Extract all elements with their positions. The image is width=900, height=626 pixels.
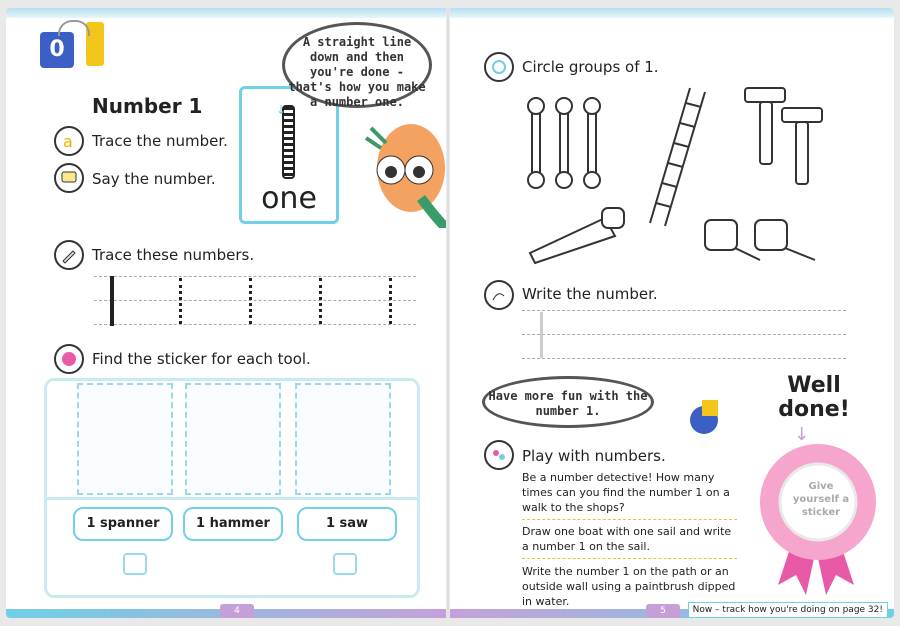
hammer-icon <box>745 88 822 184</box>
trace-icon <box>54 126 84 156</box>
arrow-down-icon: ↓ <box>276 103 287 117</box>
character-icon <box>682 396 730 438</box>
trace-guide <box>540 312 543 358</box>
hanger-icon <box>58 20 90 36</box>
sticker-slot[interactable] <box>295 383 391 495</box>
tools-illustration <box>520 78 860 273</box>
circle-activity-icon <box>484 52 514 82</box>
play-item: Be a number detective! How many times can you find the number 1 on a walk to the shops? <box>522 470 737 520</box>
trace-these-instruction: Trace these numbers. <box>92 246 255 264</box>
number-badge: 0 <box>40 32 74 68</box>
sticker-label-spanner: 1 spanner <box>73 507 173 541</box>
shelf-divider <box>47 497 417 500</box>
sticker-slot[interactable] <box>185 383 281 495</box>
page-number: 5 <box>646 604 680 618</box>
saw-icon <box>530 208 624 263</box>
pencil-icon <box>54 240 84 270</box>
say-instruction: Say the number. <box>92 170 216 188</box>
play-item: Write the number 1 on the path or an outside wall using a paintbrush dipped in water. <box>522 564 737 614</box>
play-icon <box>484 440 514 470</box>
find-sticker-instruction: Find the sticker for each tool. <box>92 350 311 368</box>
write-lines[interactable] <box>522 306 846 358</box>
dotted-one <box>389 278 392 324</box>
top-bar <box>450 8 894 18</box>
top-bar <box>6 8 446 18</box>
character-illustration <box>351 108 446 228</box>
dotted-one <box>179 278 182 324</box>
dotted-one <box>249 278 252 324</box>
page-number: 4 <box>220 604 254 618</box>
sticker-label-hammer: 1 hammer <box>183 507 283 541</box>
footer-note: Now – track how you're doing on page 32! <box>688 602 888 618</box>
speech-bubble: A straight line down and then you're done - that's how you make a number one. <box>282 22 432 108</box>
trace-instruction: Trace the number. <box>92 132 228 150</box>
write-instruction: Write the number. <box>522 285 658 303</box>
sticker-label-saw: 1 saw <box>297 507 397 541</box>
dotted-one <box>319 278 322 324</box>
spanner-icon <box>528 98 600 188</box>
svg-text:a: a <box>63 132 73 150</box>
circle-instruction: Circle groups of 1. <box>522 58 659 76</box>
tape-measure-icon <box>705 220 815 260</box>
well-done-text: Well done! <box>778 373 850 422</box>
speech-bubble: Have more fun with the number 1. <box>482 376 654 428</box>
speech-icon <box>54 163 84 193</box>
play-item: Draw one boat with one sail and write a number 1 on the sail. <box>522 524 737 559</box>
right-page <box>450 8 894 618</box>
solid-one <box>110 276 114 326</box>
sticker-board <box>44 378 420 598</box>
rosette-text: Give yourself a sticker <box>792 481 850 518</box>
left-page <box>6 8 446 618</box>
write-icon <box>484 280 514 310</box>
trace-lines <box>94 270 416 328</box>
hook-icon <box>333 553 357 575</box>
play-title: Play with numbers. <box>522 447 666 465</box>
hook-icon <box>123 553 147 575</box>
card-word: one <box>261 181 317 216</box>
rosette-badge <box>756 440 886 600</box>
sticker-icon <box>54 344 84 374</box>
arrow-down-icon: ↓ <box>794 424 810 445</box>
page-title: Number 1 <box>92 94 203 118</box>
ladder-icon <box>650 88 705 226</box>
sticker-slot[interactable] <box>77 383 173 495</box>
